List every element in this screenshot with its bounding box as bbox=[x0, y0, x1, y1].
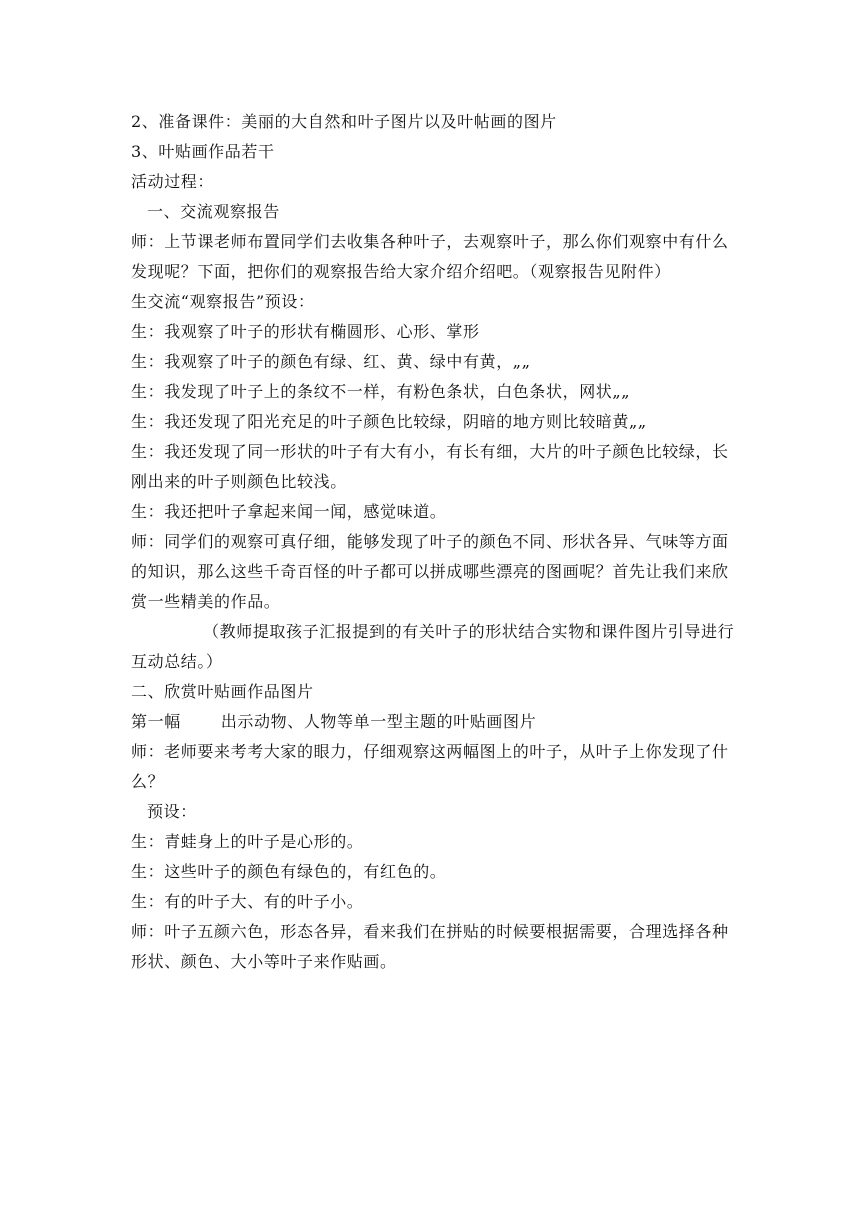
student-exchange-intro: 生交流“观察报告”预设： bbox=[131, 292, 315, 311]
activity-process-heading: 活动过程： bbox=[131, 172, 215, 191]
section-1-heading: 一、交流观察报告 bbox=[147, 202, 280, 221]
document-body bbox=[131, 107, 741, 977]
teacher-line-4: 师：叶子五颜六色，形态各异，看来我们在拼贴的时候要根据需要，合理选择各种形状、颜色、大小等叶子来作贴画。 bbox=[131, 922, 729, 971]
teacher-line-3: 师：老师要来考考大家的眼力，仔细观察这两幅图上的叶子，从叶子上你发现了什么？ bbox=[131, 742, 729, 791]
student-line-7: 生：青蛙身上的叶子是心形的。 bbox=[131, 832, 364, 851]
student-line-4: 生：我还发现了阳光充足的叶子颜色比较绿，阴暗的地方则比较暗黄„„ bbox=[131, 412, 647, 431]
preset-label: 预设： bbox=[147, 802, 197, 821]
first-picture-line bbox=[131, 707, 741, 737]
student-line-5: 生：我还发现了同一形状的叶子有大有小，有长有细，大片的叶子颜色比较绿，长刚出来的叶子则颜色比较浅。 bbox=[131, 442, 729, 491]
section-2-heading: 二、欣赏叶贴画作品图片 bbox=[131, 682, 314, 701]
teacher-line-2: 师：同学们的观察可真仔细，能够发现了叶子的颜色不同、形状各异、气味等方面的知识，那么这些千奇百怪的叶子都可以拼成哪些漂亮的图画呢？首先让我们来欣赏一些精美的作品。 bbox=[131, 532, 729, 611]
student-line-6: 生：我还把叶子拿起来闻一闻，感觉味道。 bbox=[131, 502, 447, 521]
student-line-9: 生：有的叶子大、有的叶子小。 bbox=[131, 892, 364, 911]
prep-item-2: 2、准备课件：美丽的大自然和叶子图片以及叶帖画的图片 bbox=[131, 112, 557, 131]
student-line-1: 生：我观察了叶子的形状有椭圆形、心形、掌形 bbox=[131, 322, 480, 341]
student-line-2: 生：我观察了叶子的颜色有绿、红、黄、绿中有黄，„„ bbox=[131, 352, 531, 371]
student-line-8: 生：这些叶子的颜色有绿色的，有红色的。 bbox=[131, 862, 447, 881]
teacher-line-1: 师：上节课老师布置同学们去收集各种叶子，去观察叶子，那么你们观察中有什么发现呢？下面，把你们的观察报告给大家介绍介绍吧。（观察报告见附件） bbox=[131, 232, 729, 281]
student-line-3: 生：我发现了叶子上的条纹不一样，有粉色条状，白色条状，网状„„ bbox=[131, 382, 631, 401]
first-picture-label: 第一幅 bbox=[131, 712, 181, 731]
prep-item-3: 3、叶贴画作品若干 bbox=[131, 142, 275, 161]
first-picture-description: 出示动物、人物等单一型主题的叶贴画图片 bbox=[220, 712, 537, 731]
teacher-note: （教师提取孩子汇报提到的有关叶子的形状结合实物和课件图片引导进行互动总结。） bbox=[131, 622, 735, 671]
